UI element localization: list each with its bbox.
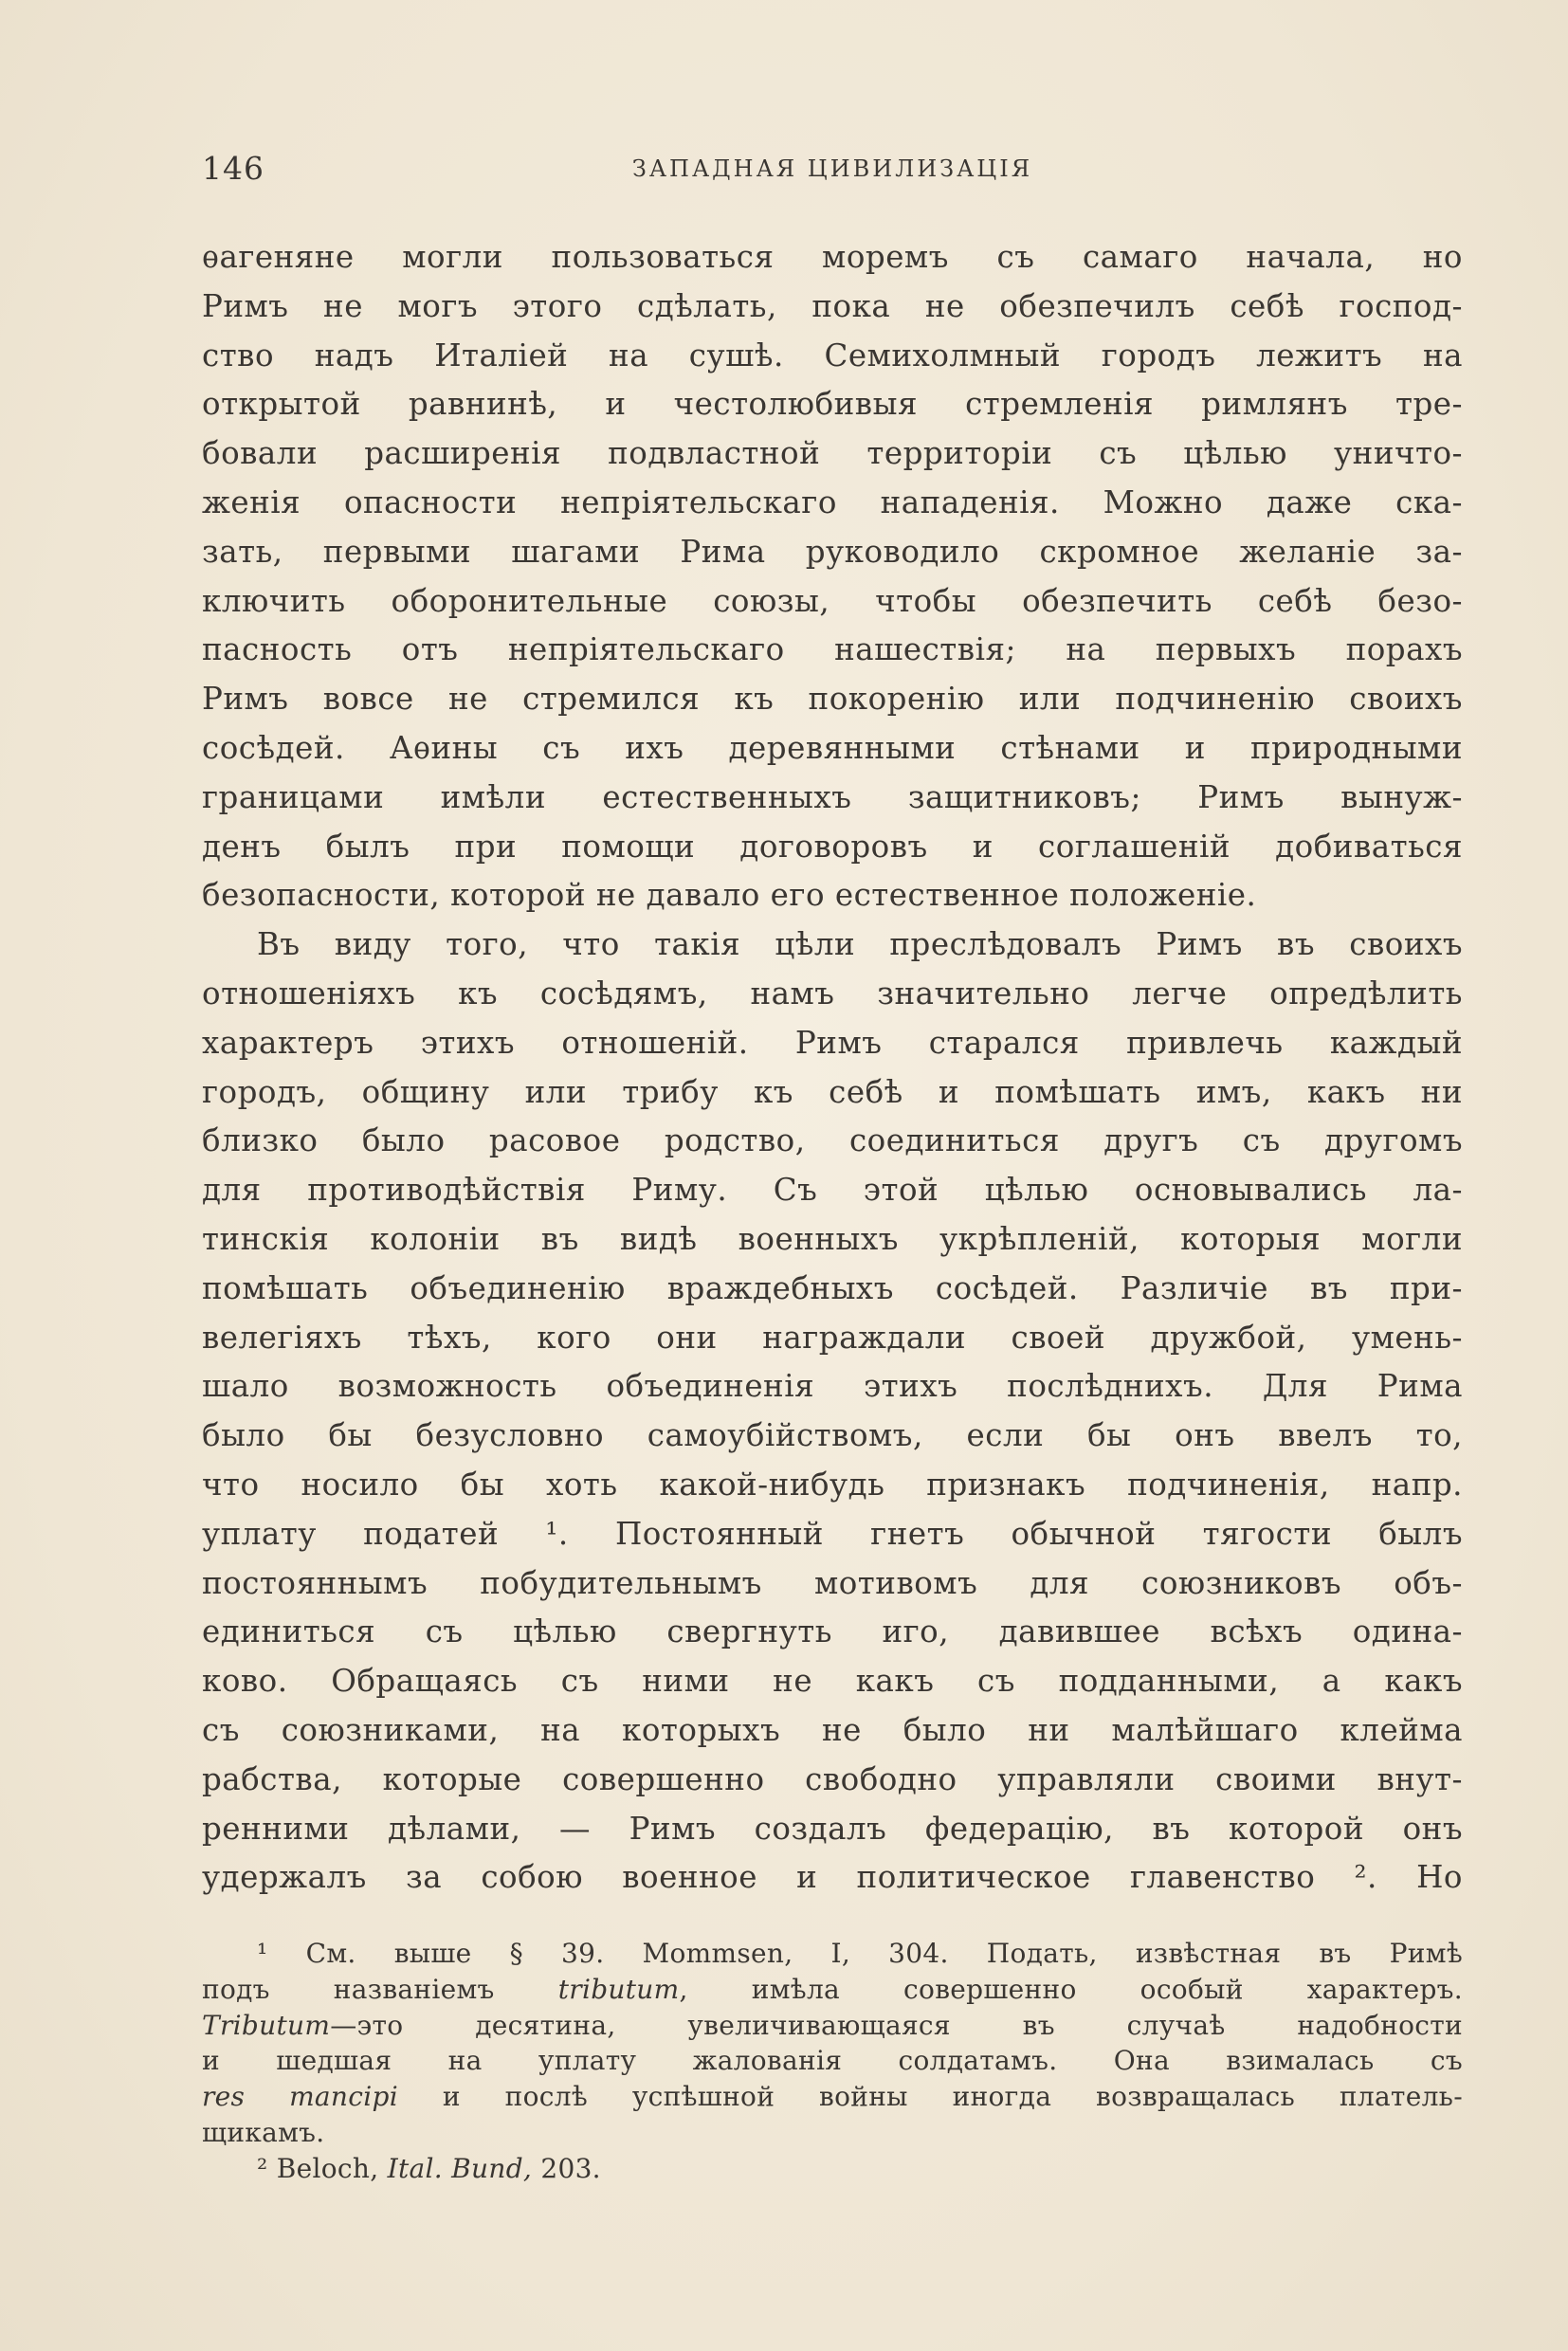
footnotes bbox=[202, 1936, 1463, 2187]
footnote-1-line: ¹ См. выше § 39. Mommsen, I, 304. Подать, извѣстная въ Римѣ bbox=[257, 1938, 1463, 1969]
text-line: ково. Обращаясь съ ними не какъ съ подданными, а какъ bbox=[202, 1663, 1463, 1700]
footnote-text: —это десятина, увеличивающаяся въ случаѣ надобности bbox=[330, 2009, 1463, 2041]
footnote-1-line: и шедшая на уплату жалованія солдатамъ. Она взималась съ bbox=[202, 2045, 1463, 2077]
text-line: Римъ не могъ этого сдѣлать, пока не обезпечилъ себѣ господ- bbox=[202, 287, 1463, 324]
text-line: что носило бы хоть какой-нибудь признакъ подчиненія, напр. bbox=[202, 1466, 1463, 1503]
footnote-text: 203. bbox=[532, 2152, 601, 2184]
footnote-italic-term: tributum bbox=[557, 1973, 680, 2005]
text-line: велегіяхъ тѣхъ, кого они награждали своей дружбой, умень- bbox=[202, 1319, 1463, 1356]
text-line: близко было расовое родство, соединиться другъ съ другомъ bbox=[202, 1122, 1463, 1159]
footnote-italic-term: res mancipi bbox=[202, 2081, 398, 2113]
footnote-italic-term: Tributum bbox=[202, 2009, 331, 2041]
footnote-1-line: щикамъ. bbox=[202, 2116, 325, 2148]
text-line: ключить оборонительные союзы, чтобы обезпечить себѣ безо- bbox=[202, 582, 1463, 619]
text-line: постояннымъ побудительнымъ мотивомъ для союзниковъ объ- bbox=[202, 1564, 1463, 1601]
text-line: съ союзниками, на которыхъ не было ни малѣйшаго клейма bbox=[202, 1711, 1463, 1748]
text-line: ренними дѣлами, — Римъ создалъ федерацію, въ которой онъ bbox=[202, 1810, 1463, 1847]
text-line: Въ виду того, что такія цѣли преслѣдовалъ Римъ въ своихъ bbox=[257, 926, 1463, 963]
text-line: сосѣдей. Аѳины съ ихъ деревянными стѣнами и природными bbox=[202, 729, 1463, 766]
text-line: рабства, которые совершенно свободно управляли своими внут- bbox=[202, 1760, 1463, 1797]
footnote-italic-term: Ital. Bund, bbox=[387, 2152, 533, 2184]
running-head: ЗАПАДНАЯ ЦИВИЛИЗАЦІЯ bbox=[631, 155, 1033, 182]
page-header bbox=[202, 150, 1463, 188]
text-line: уплату податей ¹. Постоянный гнетъ обычной тягости былъ bbox=[202, 1515, 1463, 1552]
text-line: открытой равнинѣ, и честолюбивыя стремленія римлянъ тре- bbox=[202, 386, 1463, 423]
footnote-1-line bbox=[202, 1972, 1463, 2008]
text-line: ство надъ Италіей на сушѣ. Семихолмный городъ лежитъ на bbox=[202, 337, 1463, 374]
text-line: единиться съ цѣлью свергнуть иго, давившее всѣхъ одина- bbox=[202, 1613, 1463, 1650]
text-line: женія опасности непріятельскаго нападенія. Можно даже ска- bbox=[202, 483, 1463, 520]
text-line: границами имѣли естественныхъ защитниковъ; Римъ вынуж- bbox=[202, 778, 1463, 815]
footnote-text: подъ названіемъ bbox=[202, 1973, 558, 2005]
footnote-1-line bbox=[202, 2008, 1463, 2044]
text-line: зать, первыми шагами Рима руководило скромное желаніе за- bbox=[202, 533, 1463, 570]
text-line: пасность отъ непріятельскаго нашествія; на первыхъ порахъ bbox=[202, 631, 1463, 668]
text-line: городъ, общину или трибу къ себѣ и помѣшать имъ, какъ ни bbox=[202, 1073, 1463, 1110]
footnote-text: ² Beloch, bbox=[257, 2152, 388, 2184]
footnote-2-line bbox=[202, 2151, 1463, 2187]
footnote-text: и послѣ успѣшной войны иногда возвращалась платель- bbox=[397, 2081, 1463, 2113]
text-line: отношеніяхъ къ сосѣдямъ, намъ значительно легче опредѣлить bbox=[202, 975, 1463, 1011]
footnote-1-line bbox=[202, 2079, 1463, 2115]
footnote-text: , имѣла совершенно особый характеръ. bbox=[679, 1973, 1463, 2005]
text-line: помѣшать объединенію враждебныхъ сосѣдей. Различіе въ при- bbox=[202, 1269, 1463, 1306]
text-line: удержалъ за собою военное и политическое главенство ². Но bbox=[202, 1859, 1463, 1896]
body-text bbox=[202, 233, 1463, 1903]
text-line: было бы безусловно самоубійствомъ, если бы онъ ввелъ то, bbox=[202, 1417, 1463, 1454]
text-line: тинскія колоніи въ видѣ военныхъ укрѣпленій, которыя могли bbox=[202, 1220, 1463, 1257]
text-line: характеръ этихъ отношеній. Римъ старался привлечь каждый bbox=[202, 1024, 1463, 1061]
text-line: для противодѣйствія Риму. Съ этой цѣлью основывались ла- bbox=[202, 1172, 1463, 1209]
text-line: безопасности, которой не давало его естественное положеніе. bbox=[202, 877, 1257, 914]
text-line: ѳагеняне могли пользоваться моремъ съ самаго начала, но bbox=[202, 239, 1463, 275]
text-line: шало возможность объединенія этихъ послѣднихъ. Для Рима bbox=[202, 1368, 1463, 1405]
text-line: Римъ вовсе не стремился къ покоренію или подчиненію своихъ bbox=[202, 681, 1463, 718]
page-number: 146 bbox=[202, 150, 264, 187]
text-line: денъ былъ при помощи договоровъ и соглашеній добиваться bbox=[202, 828, 1463, 865]
text-line: бовали расширенія подвластной территоріи съ цѣлью уничто- bbox=[202, 435, 1463, 472]
